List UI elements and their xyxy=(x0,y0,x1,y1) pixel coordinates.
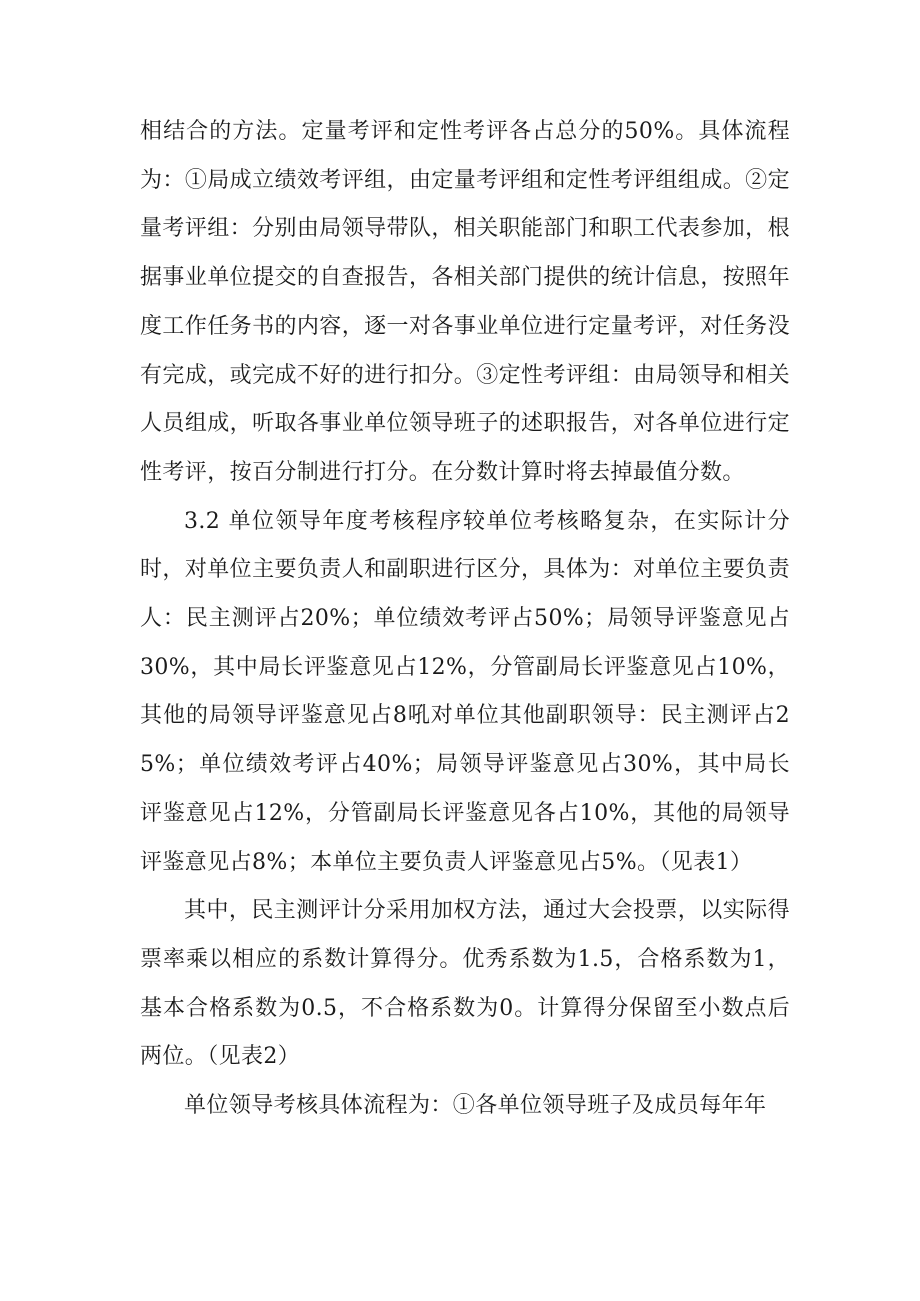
paragraph-leader-assessment-procedure: 3.2 单位领导年度考核程序较单位考核略复杂，在实际计分时，对单位主要负责人和副职进行区分，具体为：对单位主要负责人：民主测评占20%；单位绩效考评占50%；局领导评鉴意见占30%，其中局长评鉴意见占12%，分管副局长评鉴意见占10%，其他的局领导评鉴意见占8吼对单位其他副职领导：民主测评占25%；单位绩效考评占40%；局领导评鉴意见占30%，其中局长评鉴意见占12%，分管副局长评鉴意见各占10%，其他的局领导评鉴意见占8%；本单位主要负责人评鉴意见占5%。（见表1） xyxy=(140,508,790,875)
paragraph-quantitative-qualitative-method: 相结合的方法。定量考评和定性考评各占总分的50%。具体流程为：①局成立绩效考评组，由定量考评组和定性考评组组成。②定量考评组：分别由局领导带队，相关职能部门和职工代表参加，根据事业单位提交的自查报告，各相关部门提供的统计信息，按照年度工作任务书的内容，逐一对各事业单位进行定量考评，对任务没有完成，或完成不好的进行扣分。③定性考评组：由局领导和相关人员组成，听取各事业单位领导班子的述职报告，对各单位进行定性考评，按百分制进行打分。在分数计算时将去掉最值分数。 xyxy=(140,119,790,485)
paragraph-democratic-evaluation-weighting: 其中，民主测评计分采用加权方法，通过大会投票，以实际得票率乘以相应的系数计算得分。优秀系数为1.5，合格系数为1，基本合格系数为0.5，不合格系数为0。计算得分保留至小数点后两位。（见表2） xyxy=(140,898,790,1070)
document-body xyxy=(140,108,790,1131)
paragraph-leader-assessment-flow: 单位领导考核具体流程为：①各单位领导班子及成员每年年 xyxy=(184,1093,767,1119)
